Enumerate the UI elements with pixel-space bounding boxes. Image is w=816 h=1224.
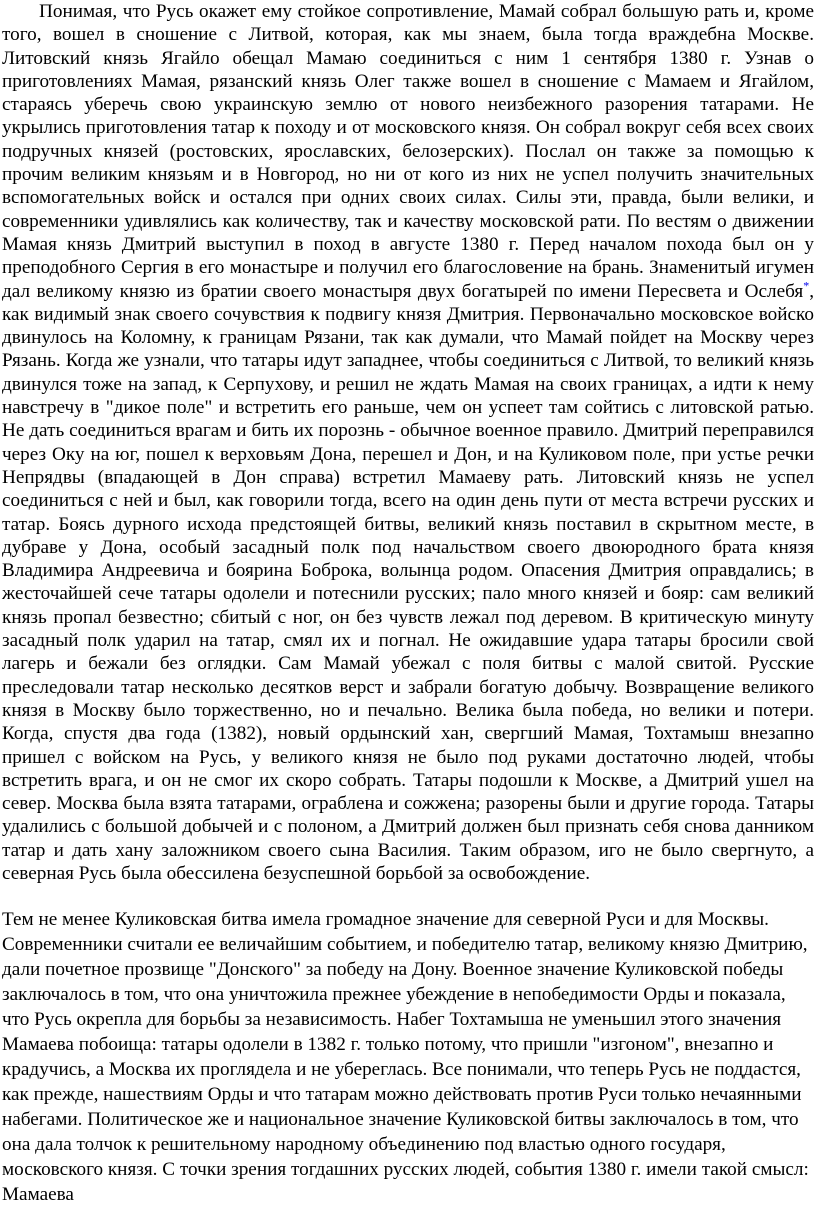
- paragraph-text-part-2: , как видимый знак своего сочувствия к подвигу князя Дмитрия. Первоначально московское войско двинулось на Коломну, к границам Рязани, так как думали, что Мамай пойдет на Москву через Рязань. Когда же узнали, что татары идут западнее, чтобы соединиться с Литвой, то великий князь двинулся тоже на запад, к Серпухову, и решил не ждать Мамая на своих границах, а идти к нему навстречу в "дикое поле" и встретить его раньше, чем он успеет там сойтись с литовской ратью. Не дать соединиться врагам и бить их порознь - обычное военное правило. Дмитрий переправился через Оку на юг, пошел к верховьям Дона, перешел и Дон, и на Куликовом поле, при устье речки Непрядвы (впадающей в Дон справа) встретил Мамаеву рать. Литовский князь не успел соединиться с ней и был, как говорили тогда, всего на один день пути от места встречи русских и татар. Боясь дурного исхода предстоящей битвы, великий князь поставил в скрытном месте, в дубраве у Дона, особый засадный полк под начальством своего двоюродного брата князя Владимира Андреевича и боярина Боброка, волынца родом. Опасения Дмитрия оправдались; в жесточайшей сече татары одолели и потеснили русских; пало много князей и бояр: сам великий князь пропал безвестно; сбитый с ног, он без чувств лежал под деревом. В критическую минуту засадный полк ударил на татар, смял их и погнал. Не ожидавшие удара татары бросили свой лагерь и бежали без оглядки. Сам Мамай убежал с поля битвы с малой свитой. Русские преследовали татар несколько десятков верст и забрали богатую добычу. Возвращение великого князя в Москву было торжественно, но и печально. Велика была победа, но велики и потери. Когда, спустя два года (1382), новый ордынский хан, свергший Мамая, Тохтамыш внезапно пришел с войском на Русь, у великого князя не было под руками достаточно людей, чтобы встретить врага, и он не смог их скоро собрать. Татары подошли к Москве, а Дмитрий ушел на север. Москва была взята татарами, ограблена и сожжена; разорены были и другие города. Татары удалились с большой добычей и с полоном, а Дмитрий должен был признать себя снова данником татар и дать хану заложником своего сына Василия. Таким образом, иго не было свергнуто, а северная Русь была обессилена безуспешной борьбой за освобождение.: [2, 280, 814, 884]
- paragraph-battle-significance: Тем не менее Куликовская битва имела громадное значение для северной Руси и для Москвы. Современники считали ее величайшим событием, и победителю татар, великому князю Дмитрию, дали почетное прозвище "Донского" за победу на Дону. Военное значение Куликовской победы заключалось в том, что она уничтожила прежнее убеждение в непобедимости Орды и показала, что Русь окрепла для борьбы за независимость. Набег Тохтамыша не уменьшил этого значения Мамаева побоища: татары одолели в 1382 г. только потому, что пришли "изгоном", внезапно и крадучись, а Москва их проглядела и не уберeглась. Все понимали, что теперь Русь не поддастся, как прежде, нашествиям Орды и что татарам можно действовать против Руси только нечаянными набегами. Политическое же и национальное значение Куликовской битвы заключалось в том, что она дала толчок к решительному народному объединению под властью одного государя, московского князя. С точки зрения тогдашних русских людей, события 1380 г. имели такой смысл: Мамаева: [2, 909, 809, 1206]
- footnote-link[interactable]: *: [803, 278, 810, 293]
- paragraph-text-part-1: Понимая, что Русь окажет ему стойкое сопротивление, Мамай собрал большую рать и, кроме того, вошел в сношение с Литвой, которая, как мы знаем, была тогда враждебна Москве. Литовский князь Ягайло обещал Мамаю соединиться с ним 1 сентября 1380 г. Узнав о приготовлениях Мамая, рязанский князь Олег также вошел в сношение с Мамаем и Ягайлом, стараясь уберечь свою украинскую землю от нового неизбежного разорения татарами. Не укрылись приготовления татар к походу и от московского князя. Он собрал вокруг себя всех своих подручных князей (ростовских, ярославских, белозерских). Послал он также за помощью к прочим великим князьям и в Новгород, но ни от кого из них не успел получить значительных вспомогательных войск и остался при одних своих силах. Силы эти, правда, были велики, и современники удивлялись как количеству, так и качеству московской рати. По вестям о движении Мамая князь Дмитрий выступил в поход в августе 1380 г. Перед началом похода был он у преподобного Сергия в его монастыре и получил его благословение на брань. Знаменитый игумен дал великому князю из братии своего монастыря двух богатырей по имени Пересвета и Ослебя: [2, 1, 814, 302]
- paragraph-kulikovo-battle: [2, 0, 814, 885]
